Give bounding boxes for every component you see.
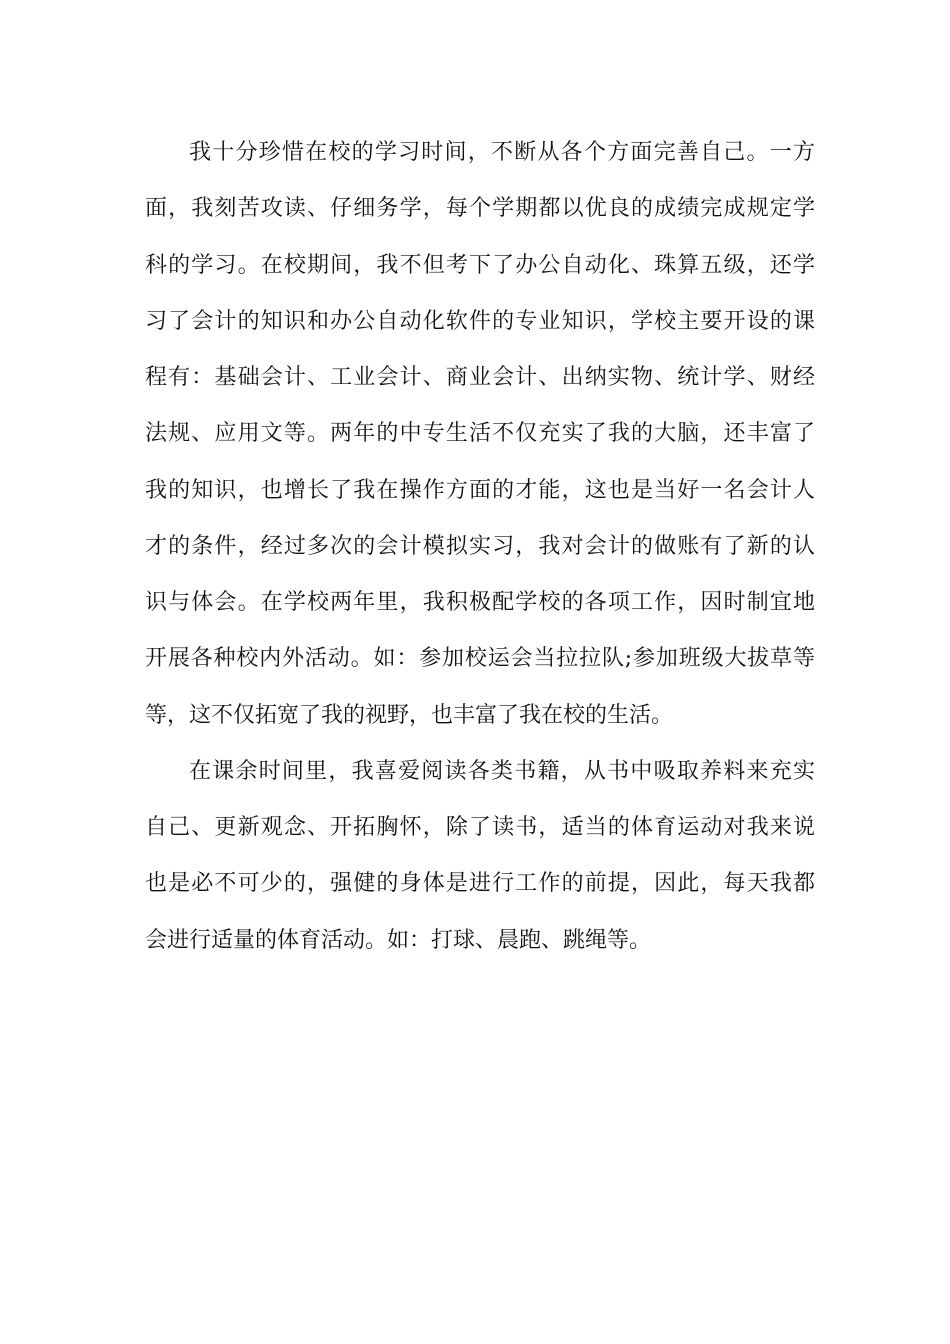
text-line: 我十分珍惜在校的学习时间，不断从各个方面完善自己。一方 xyxy=(189,140,815,165)
document-body xyxy=(145,131,815,975)
text-line: 自己、更新观念、开拓胸怀，除了读书，适当的体育运动对我来说 xyxy=(145,815,815,840)
paragraph xyxy=(145,131,815,750)
text-line: 会进行适量的体育活动。如：打球、晨跑、跳绳等。 xyxy=(145,927,652,953)
text-line: 识与体会。在学校两年里，我积极配学校的各项工作，因时制宜地 xyxy=(145,590,815,615)
text-line: 程有：基础会计、工业会计、商业会计、出纳实物、统计学、财经 xyxy=(145,365,815,390)
text-line: 我的知识，也增长了我在操作方面的才能，这也是当好一名会计人 xyxy=(145,477,815,503)
paragraph xyxy=(145,750,815,975)
text-line: 也是必不可少的，强健的身体是进行工作的前提，因此，每天我都 xyxy=(145,871,815,897)
text-line: 在课余时间里，我喜爱阅读各类书籍，从书中吸取养料来充实 xyxy=(189,758,815,784)
text-line: 科的学习。在校期间，我不但考下了办公自动化、珠算五级，还学 xyxy=(145,252,815,278)
text-line: 才的条件，经过多次的会计模拟实习，我对会计的做账有了新的认 xyxy=(145,533,815,559)
text-line: 等，这不仅拓宽了我的视野，也丰富了我在校的生活。 xyxy=(145,702,674,728)
text-line: 法规、应用文等。两年的中专生活不仅充实了我的大脑，还丰富了 xyxy=(145,421,815,447)
text-line: 开展各种校内外活动。如：参加校运会当拉拉队;参加班级大拔草等 xyxy=(145,646,815,672)
text-line: 面，我刻苦攻读、仔细务学，每个学期都以优良的成绩完成规定学 xyxy=(145,196,815,222)
text-line: 习了会计的知识和办公自动化软件的专业知识，学校主要开设的课 xyxy=(145,308,815,334)
